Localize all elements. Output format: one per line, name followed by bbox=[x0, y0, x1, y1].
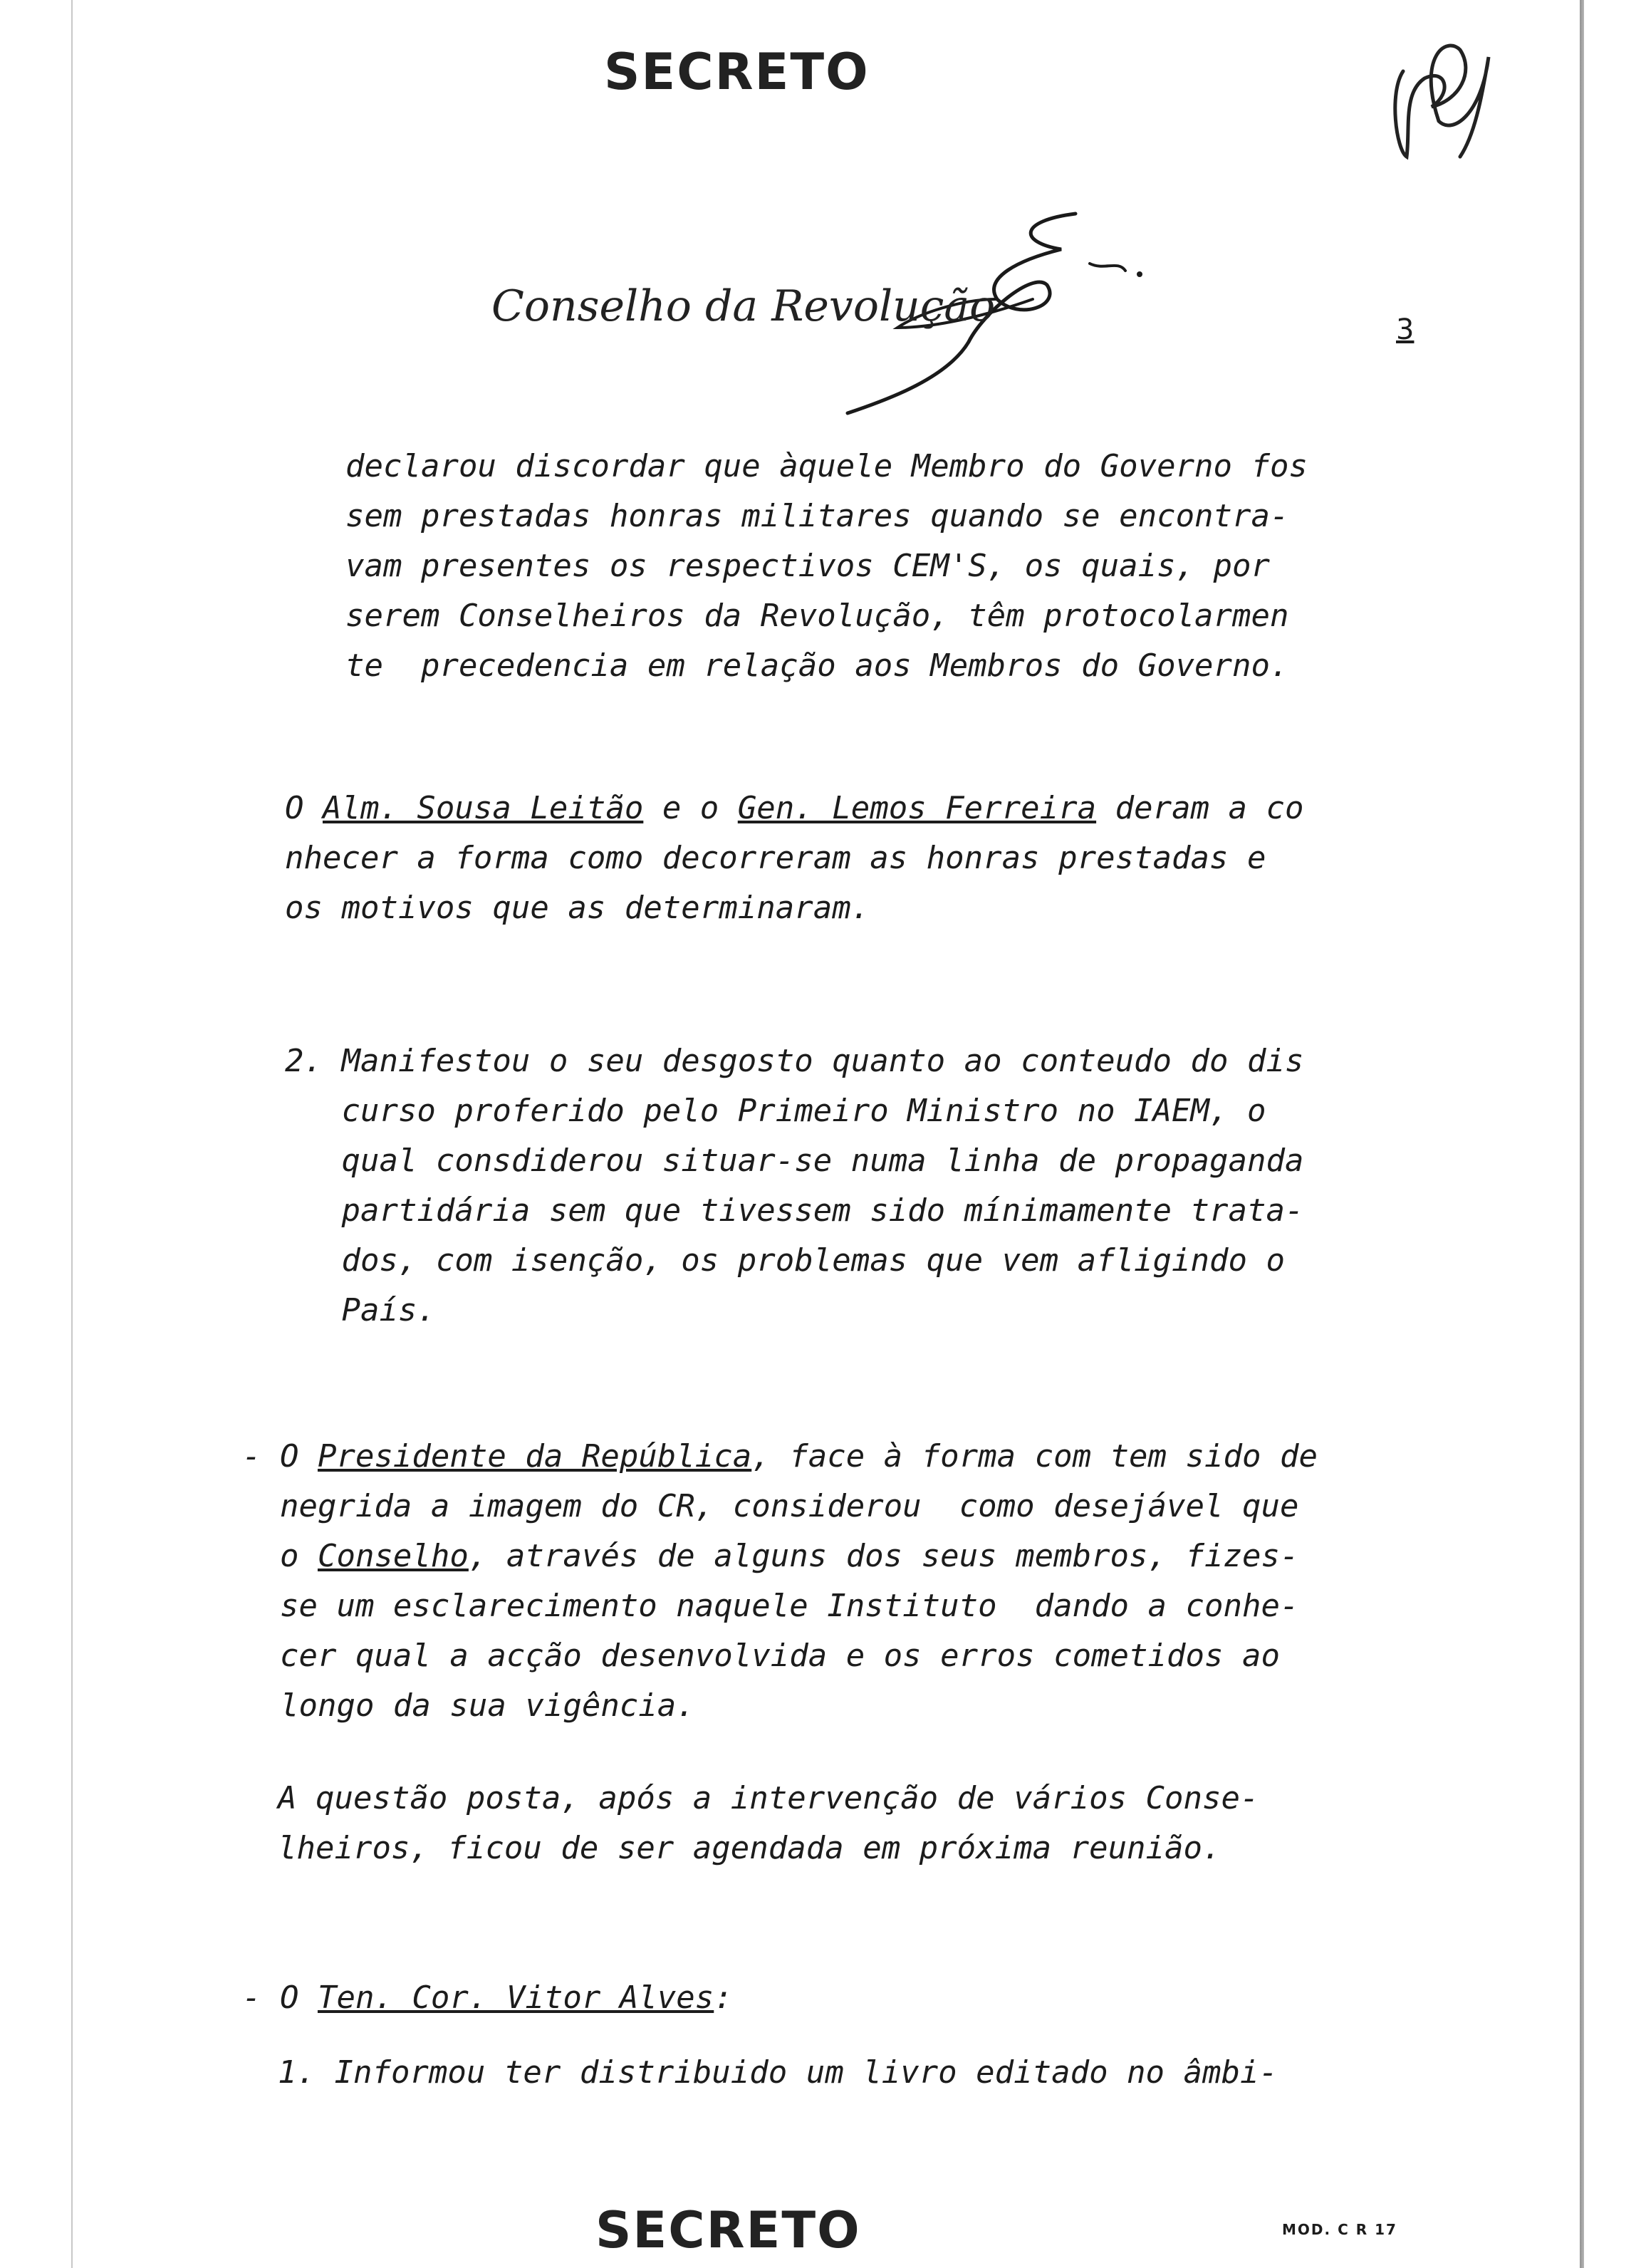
paragraph-honours-explained bbox=[285, 784, 1304, 933]
text-line: 1. Informou ter distribuido um livro editado no âmbi- bbox=[278, 2054, 1278, 2091]
text-fragment: , através de alguns dos seus membros, fizes- bbox=[468, 1538, 1299, 1574]
text-fragment: : bbox=[714, 1980, 733, 2016]
binder-edge bbox=[1580, 0, 1584, 2268]
classification-footer: SECRETO bbox=[595, 2201, 861, 2259]
text-fragment: - O bbox=[242, 1438, 318, 1474]
text-line: curso proferido pelo Primeiro Ministro no IAEM, o bbox=[285, 1093, 1266, 1129]
classification-header: SECRETO bbox=[604, 43, 870, 101]
text-line: os motivos que as determinaram. bbox=[285, 890, 870, 926]
page-number: 3 bbox=[1396, 313, 1415, 346]
paragraph-vitor-alves bbox=[242, 1973, 733, 2023]
text-line: vam presentes os respectivos CEM'S, os quais, por bbox=[345, 548, 1271, 584]
text-line: País. bbox=[285, 1292, 436, 1328]
text-fragment: O bbox=[285, 790, 323, 826]
name-alm-sousa-leitao: Alm. Sousa Leitão bbox=[322, 790, 644, 826]
form-code: MOD. C R 17 bbox=[1282, 2221, 1397, 2238]
text-line: te precedencia em relação aos Membros do Governo. bbox=[345, 647, 1289, 684]
text-line: A questão posta, após a intervenção de vários Conse- bbox=[278, 1780, 1259, 1816]
text-line: lheiros, ficou de ser agendada em próxima reunião. bbox=[278, 1830, 1221, 1866]
name-gen-lemos-ferreira: Gen. Lemos Ferreira bbox=[737, 790, 1097, 826]
text-line: negrida a imagem do CR, considerou como desejável que bbox=[242, 1488, 1299, 1524]
initials-signature-icon bbox=[1375, 28, 1496, 164]
paragraph-item-2-speech bbox=[285, 1036, 1303, 1336]
text-line: declarou discordar que àquele Membro do Governo fos bbox=[345, 448, 1308, 484]
text-line: longo da sua vigência. bbox=[242, 1687, 695, 1724]
name-conselho: Conselho bbox=[317, 1538, 469, 1574]
text-line: qual consdiderou situar-se numa linha de propaganda bbox=[285, 1143, 1304, 1179]
paragraph-item-1-book bbox=[278, 2048, 1278, 2098]
text-line: dos, com isenção, os problemas que vem afligindo o bbox=[285, 1242, 1285, 1279]
text-line: partidária sem que tivessem sido mínimamente trata- bbox=[285, 1192, 1304, 1229]
text-fragment: - O bbox=[242, 1980, 318, 2016]
text-line: cer qual a acção desenvolvida e os erros cometidos ao bbox=[242, 1638, 1280, 1674]
text-fragment: o bbox=[242, 1538, 318, 1574]
name-ten-cor-vitor-alves: Ten. Cor. Vitor Alves bbox=[317, 1980, 714, 2016]
name-presidente-da-republica: Presidente da República bbox=[317, 1438, 752, 1474]
paragraph-honours-discord bbox=[345, 442, 1308, 691]
text-fragment: e o bbox=[643, 790, 738, 826]
page-left-margin bbox=[0, 0, 73, 2268]
text-line: sem prestadas honras militares quando se encontra- bbox=[345, 498, 1289, 534]
text-line: serem Conselheiros da Revolução, têm protocolarmen bbox=[345, 598, 1289, 634]
text-line: 2. Manifestou o seu desgosto quanto ao conteudo do dis bbox=[285, 1043, 1304, 1079]
letterhead-title: Conselho da Revolução bbox=[491, 281, 996, 331]
text-fragment: deram a co bbox=[1096, 790, 1304, 826]
paragraph-question-scheduled bbox=[278, 1774, 1259, 1873]
text-line: nhecer a forma como decorreram as honras prestadas e bbox=[285, 840, 1266, 876]
text-line: se um esclarecimento naquele Instituto dando a conhe- bbox=[242, 1588, 1299, 1624]
text-fragment: , face à forma com tem sido de bbox=[751, 1438, 1318, 1474]
paragraph-president bbox=[242, 1432, 1318, 1731]
